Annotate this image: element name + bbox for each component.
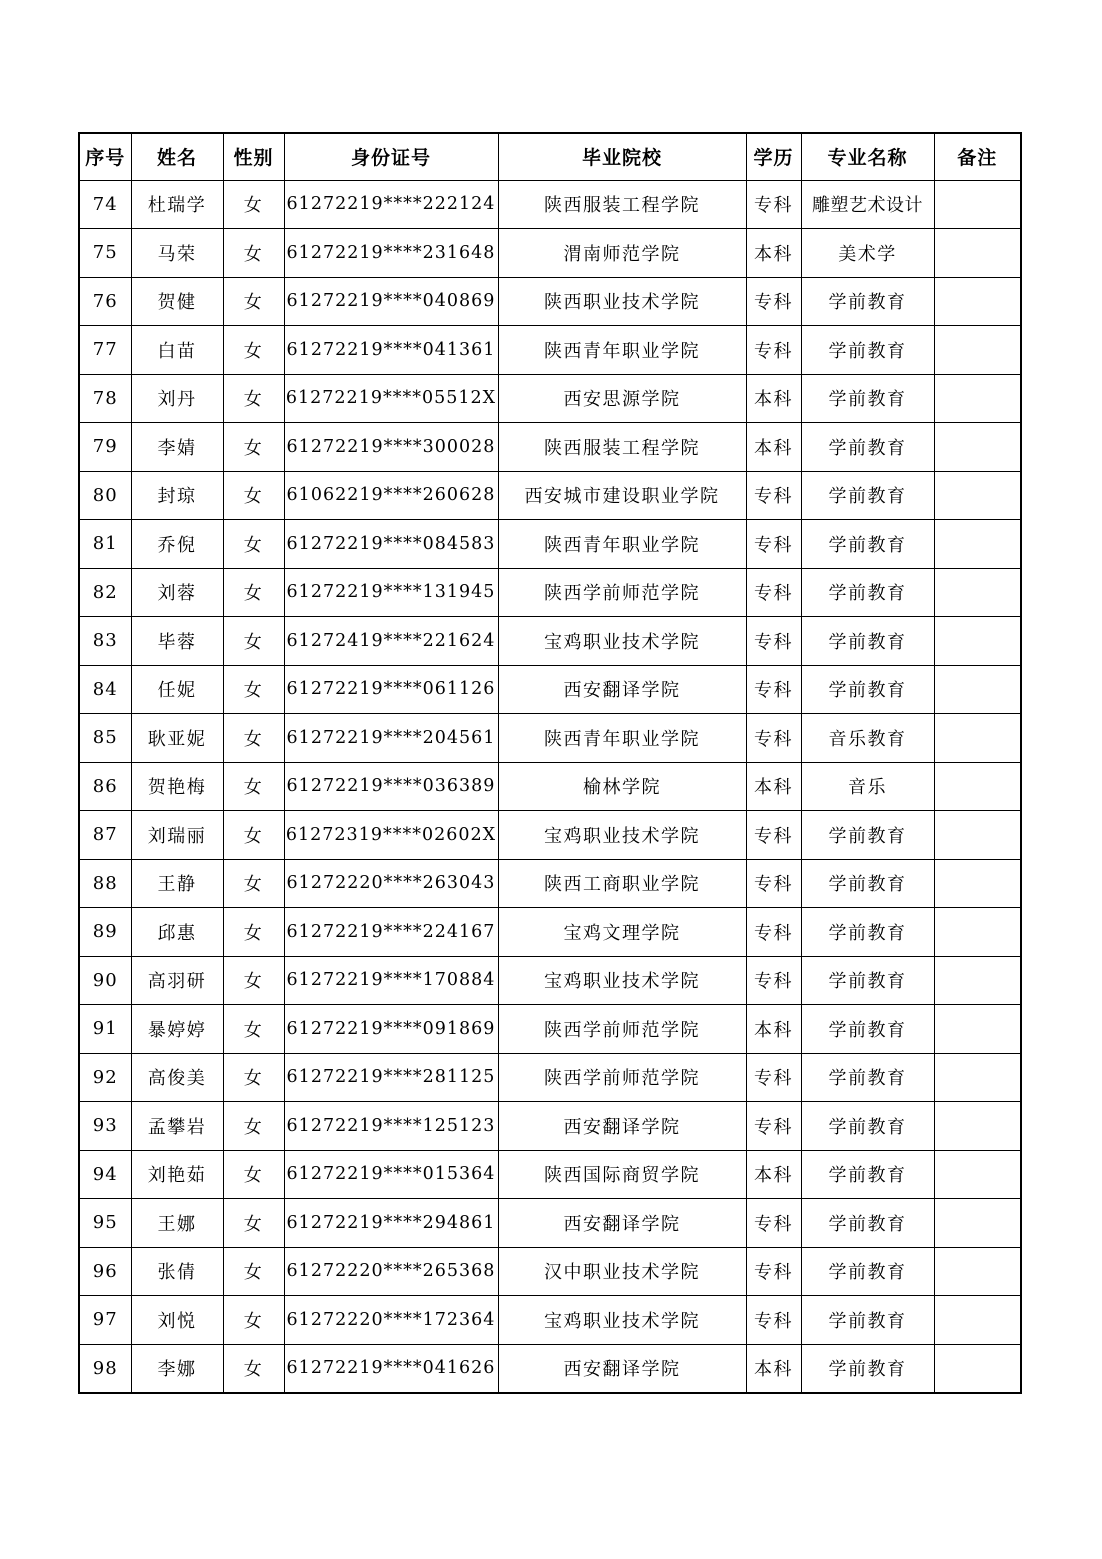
roster-table-container xyxy=(78,132,1022,1394)
header-name: 姓名 xyxy=(131,133,223,180)
cell-education: 专科 xyxy=(746,859,801,908)
cell-education: 专科 xyxy=(746,277,801,326)
cell-name: 高俊美 xyxy=(131,1053,223,1102)
cell-seq: 86 xyxy=(79,762,131,811)
cell-gender: 女 xyxy=(223,520,284,569)
cell-education: 专科 xyxy=(746,520,801,569)
table-row xyxy=(79,326,1021,375)
cell-major: 学前教育 xyxy=(801,1199,934,1248)
cell-major: 学前教育 xyxy=(801,520,934,569)
cell-gender: 女 xyxy=(223,714,284,763)
cell-remarks xyxy=(934,520,1021,569)
cell-id-number: 61272219****040869 xyxy=(284,277,498,326)
cell-id-number: 61272219****281125 xyxy=(284,1053,498,1102)
cell-major: 学前教育 xyxy=(801,423,934,472)
cell-education: 专科 xyxy=(746,617,801,666)
cell-school: 渭南师范学院 xyxy=(498,229,746,278)
cell-school: 西安思源学院 xyxy=(498,374,746,423)
table-row xyxy=(79,1102,1021,1151)
table-row xyxy=(79,762,1021,811)
cell-school: 西安翻译学院 xyxy=(498,665,746,714)
header-education: 学历 xyxy=(746,133,801,180)
cell-education: 专科 xyxy=(746,1296,801,1345)
cell-id-number: 61272219****131945 xyxy=(284,568,498,617)
cell-name: 白苗 xyxy=(131,326,223,375)
cell-major: 学前教育 xyxy=(801,908,934,957)
cell-seq: 88 xyxy=(79,859,131,908)
cell-education: 本科 xyxy=(746,1150,801,1199)
cell-remarks xyxy=(934,1005,1021,1054)
cell-gender: 女 xyxy=(223,859,284,908)
cell-major: 学前教育 xyxy=(801,374,934,423)
cell-remarks xyxy=(934,1296,1021,1345)
cell-name: 暴婷婷 xyxy=(131,1005,223,1054)
table-row xyxy=(79,229,1021,278)
cell-major: 学前教育 xyxy=(801,1053,934,1102)
table-row xyxy=(79,520,1021,569)
table-row xyxy=(79,374,1021,423)
cell-name: 毕蓉 xyxy=(131,617,223,666)
cell-name: 李娜 xyxy=(131,1344,223,1393)
cell-id-number: 61272219****170884 xyxy=(284,956,498,1005)
cell-id-number: 61272219****041361 xyxy=(284,326,498,375)
cell-remarks xyxy=(934,859,1021,908)
cell-gender: 女 xyxy=(223,568,284,617)
cell-remarks xyxy=(934,617,1021,666)
cell-seq: 83 xyxy=(79,617,131,666)
cell-name: 刘瑞丽 xyxy=(131,811,223,860)
cell-major: 雕塑艺术设计 xyxy=(801,180,934,229)
table-row xyxy=(79,665,1021,714)
cell-school: 陕西职业技术学院 xyxy=(498,277,746,326)
cell-remarks xyxy=(934,423,1021,472)
cell-school: 榆林学院 xyxy=(498,762,746,811)
cell-school: 陕西工商职业学院 xyxy=(498,859,746,908)
table-row xyxy=(79,859,1021,908)
cell-gender: 女 xyxy=(223,1344,284,1393)
cell-remarks xyxy=(934,229,1021,278)
cell-name: 乔倪 xyxy=(131,520,223,569)
table-row xyxy=(79,471,1021,520)
cell-major: 学前教育 xyxy=(801,1102,934,1151)
cell-major: 学前教育 xyxy=(801,568,934,617)
cell-school: 陕西服装工程学院 xyxy=(498,180,746,229)
table-row xyxy=(79,1344,1021,1393)
cell-school: 陕西服装工程学院 xyxy=(498,423,746,472)
cell-seq: 96 xyxy=(79,1247,131,1296)
cell-gender: 女 xyxy=(223,811,284,860)
cell-seq: 98 xyxy=(79,1344,131,1393)
cell-seq: 94 xyxy=(79,1150,131,1199)
cell-gender: 女 xyxy=(223,326,284,375)
cell-remarks xyxy=(934,1199,1021,1248)
cell-school: 宝鸡职业技术学院 xyxy=(498,956,746,1005)
cell-major: 学前教育 xyxy=(801,665,934,714)
cell-seq: 90 xyxy=(79,956,131,1005)
cell-school: 西安翻译学院 xyxy=(498,1102,746,1151)
cell-school: 陕西国际商贸学院 xyxy=(498,1150,746,1199)
cell-gender: 女 xyxy=(223,374,284,423)
cell-seq: 81 xyxy=(79,520,131,569)
cell-major: 学前教育 xyxy=(801,1150,934,1199)
cell-major: 学前教育 xyxy=(801,811,934,860)
cell-seq: 77 xyxy=(79,326,131,375)
cell-seq: 87 xyxy=(79,811,131,860)
cell-id-number: 61272219****300028 xyxy=(284,423,498,472)
cell-remarks xyxy=(934,180,1021,229)
table-row xyxy=(79,1053,1021,1102)
cell-seq: 92 xyxy=(79,1053,131,1102)
cell-seq: 82 xyxy=(79,568,131,617)
cell-school: 宝鸡职业技术学院 xyxy=(498,1296,746,1345)
cell-education: 专科 xyxy=(746,326,801,375)
table-row xyxy=(79,568,1021,617)
cell-seq: 97 xyxy=(79,1296,131,1345)
cell-seq: 95 xyxy=(79,1199,131,1248)
cell-education: 专科 xyxy=(746,568,801,617)
header-school: 毕业院校 xyxy=(498,133,746,180)
cell-major: 学前教育 xyxy=(801,617,934,666)
cell-name: 刘艳茹 xyxy=(131,1150,223,1199)
cell-gender: 女 xyxy=(223,229,284,278)
cell-name: 高羽研 xyxy=(131,956,223,1005)
header-gender: 性别 xyxy=(223,133,284,180)
cell-education: 专科 xyxy=(746,471,801,520)
cell-seq: 93 xyxy=(79,1102,131,1151)
cell-school: 陕西青年职业学院 xyxy=(498,520,746,569)
cell-id-number: 61272220****265368 xyxy=(284,1247,498,1296)
cell-remarks xyxy=(934,1053,1021,1102)
table-row xyxy=(79,1005,1021,1054)
cell-name: 刘悦 xyxy=(131,1296,223,1345)
cell-remarks xyxy=(934,568,1021,617)
cell-name: 刘蓉 xyxy=(131,568,223,617)
cell-name: 孟攀岩 xyxy=(131,1102,223,1151)
table-row xyxy=(79,908,1021,957)
cell-gender: 女 xyxy=(223,617,284,666)
cell-id-number: 61272319****02602X xyxy=(284,811,498,860)
cell-major: 美术学 xyxy=(801,229,934,278)
cell-gender: 女 xyxy=(223,908,284,957)
cell-gender: 女 xyxy=(223,423,284,472)
cell-id-number: 61272419****221624 xyxy=(284,617,498,666)
cell-education: 本科 xyxy=(746,374,801,423)
cell-education: 专科 xyxy=(746,1102,801,1151)
table-row xyxy=(79,1296,1021,1345)
cell-major: 学前教育 xyxy=(801,1005,934,1054)
cell-education: 专科 xyxy=(746,665,801,714)
table-row xyxy=(79,956,1021,1005)
table-row xyxy=(79,811,1021,860)
cell-school: 汉中职业技术学院 xyxy=(498,1247,746,1296)
cell-major: 学前教育 xyxy=(801,471,934,520)
cell-seq: 91 xyxy=(79,1005,131,1054)
cell-gender: 女 xyxy=(223,471,284,520)
cell-id-number: 61272220****172364 xyxy=(284,1296,498,1345)
cell-gender: 女 xyxy=(223,1053,284,1102)
cell-major: 学前教育 xyxy=(801,326,934,375)
cell-seq: 76 xyxy=(79,277,131,326)
cell-school: 陕西学前师范学院 xyxy=(498,1005,746,1054)
cell-education: 本科 xyxy=(746,1344,801,1393)
cell-name: 王娜 xyxy=(131,1199,223,1248)
cell-gender: 女 xyxy=(223,180,284,229)
cell-id-number: 61272219****231648 xyxy=(284,229,498,278)
cell-school: 西安城市建设职业学院 xyxy=(498,471,746,520)
cell-seq: 84 xyxy=(79,665,131,714)
cell-id-number: 61272219****091869 xyxy=(284,1005,498,1054)
cell-name: 马荣 xyxy=(131,229,223,278)
cell-name: 耿亚妮 xyxy=(131,714,223,763)
cell-name: 刘丹 xyxy=(131,374,223,423)
cell-education: 专科 xyxy=(746,1247,801,1296)
cell-school: 陕西青年职业学院 xyxy=(498,326,746,375)
cell-school: 宝鸡文理学院 xyxy=(498,908,746,957)
cell-id-number: 61272219****084583 xyxy=(284,520,498,569)
cell-remarks xyxy=(934,1150,1021,1199)
cell-major: 学前教育 xyxy=(801,859,934,908)
cell-name: 贺艳梅 xyxy=(131,762,223,811)
header-id-number: 身份证号 xyxy=(284,133,498,180)
cell-id-number: 61272219****224167 xyxy=(284,908,498,957)
cell-id-number: 61272219****204561 xyxy=(284,714,498,763)
cell-education: 专科 xyxy=(746,956,801,1005)
cell-name: 李婧 xyxy=(131,423,223,472)
cell-id-number: 61062219****260628 xyxy=(284,471,498,520)
cell-id-number: 61272219****036389 xyxy=(284,762,498,811)
cell-gender: 女 xyxy=(223,956,284,1005)
cell-seq: 85 xyxy=(79,714,131,763)
cell-school: 陕西学前师范学院 xyxy=(498,1053,746,1102)
cell-id-number: 61272219****041626 xyxy=(284,1344,498,1393)
cell-education: 专科 xyxy=(746,714,801,763)
cell-gender: 女 xyxy=(223,1296,284,1345)
table-row xyxy=(79,423,1021,472)
cell-gender: 女 xyxy=(223,277,284,326)
cell-name: 杜瑞学 xyxy=(131,180,223,229)
table-row xyxy=(79,1150,1021,1199)
cell-education: 本科 xyxy=(746,423,801,472)
cell-remarks xyxy=(934,956,1021,1005)
cell-remarks xyxy=(934,1102,1021,1151)
cell-remarks xyxy=(934,277,1021,326)
cell-name: 邱惠 xyxy=(131,908,223,957)
cell-name: 封琼 xyxy=(131,471,223,520)
cell-remarks xyxy=(934,1344,1021,1393)
cell-name: 贺健 xyxy=(131,277,223,326)
cell-major: 学前教育 xyxy=(801,1296,934,1345)
cell-education: 专科 xyxy=(746,908,801,957)
cell-major: 学前教育 xyxy=(801,277,934,326)
graduate-roster-table xyxy=(78,132,1022,1394)
header-major: 专业名称 xyxy=(801,133,934,180)
cell-school: 陕西青年职业学院 xyxy=(498,714,746,763)
cell-gender: 女 xyxy=(223,1005,284,1054)
table-row xyxy=(79,1199,1021,1248)
table-row xyxy=(79,617,1021,666)
cell-gender: 女 xyxy=(223,1199,284,1248)
cell-remarks xyxy=(934,714,1021,763)
cell-gender: 女 xyxy=(223,1102,284,1151)
cell-major: 音乐 xyxy=(801,762,934,811)
cell-school: 陕西学前师范学院 xyxy=(498,568,746,617)
cell-remarks xyxy=(934,665,1021,714)
cell-seq: 80 xyxy=(79,471,131,520)
cell-id-number: 61272219****061126 xyxy=(284,665,498,714)
table-row xyxy=(79,277,1021,326)
cell-seq: 74 xyxy=(79,180,131,229)
cell-name: 任妮 xyxy=(131,665,223,714)
cell-remarks xyxy=(934,374,1021,423)
cell-education: 本科 xyxy=(746,1005,801,1054)
table-row xyxy=(79,714,1021,763)
cell-remarks xyxy=(934,326,1021,375)
table-row xyxy=(79,1247,1021,1296)
cell-id-number: 61272219****015364 xyxy=(284,1150,498,1199)
cell-school: 宝鸡职业技术学院 xyxy=(498,811,746,860)
header-seq: 序号 xyxy=(79,133,131,180)
cell-major: 音乐教育 xyxy=(801,714,934,763)
cell-education: 专科 xyxy=(746,180,801,229)
cell-id-number: 61272219****294861 xyxy=(284,1199,498,1248)
cell-id-number: 61272220****263043 xyxy=(284,859,498,908)
cell-id-number: 61272219****125123 xyxy=(284,1102,498,1151)
table-body xyxy=(79,180,1021,1393)
cell-major: 学前教育 xyxy=(801,956,934,1005)
cell-gender: 女 xyxy=(223,1150,284,1199)
cell-gender: 女 xyxy=(223,762,284,811)
table-row xyxy=(79,180,1021,229)
cell-id-number: 61272219****222124 xyxy=(284,180,498,229)
cell-education: 本科 xyxy=(746,762,801,811)
cell-major: 学前教育 xyxy=(801,1344,934,1393)
cell-school: 西安翻译学院 xyxy=(498,1344,746,1393)
cell-seq: 89 xyxy=(79,908,131,957)
cell-remarks xyxy=(934,811,1021,860)
header-row xyxy=(79,133,1021,180)
cell-name: 王静 xyxy=(131,859,223,908)
cell-name: 张倩 xyxy=(131,1247,223,1296)
cell-seq: 75 xyxy=(79,229,131,278)
table-header xyxy=(79,133,1021,180)
cell-remarks xyxy=(934,1247,1021,1296)
cell-school: 宝鸡职业技术学院 xyxy=(498,617,746,666)
cell-remarks xyxy=(934,762,1021,811)
cell-education: 专科 xyxy=(746,811,801,860)
cell-id-number: 61272219****05512X xyxy=(284,374,498,423)
cell-seq: 79 xyxy=(79,423,131,472)
cell-school: 西安翻译学院 xyxy=(498,1199,746,1248)
cell-gender: 女 xyxy=(223,665,284,714)
cell-education: 本科 xyxy=(746,229,801,278)
cell-seq: 78 xyxy=(79,374,131,423)
cell-remarks xyxy=(934,908,1021,957)
cell-remarks xyxy=(934,471,1021,520)
cell-education: 专科 xyxy=(746,1199,801,1248)
header-remarks: 备注 xyxy=(934,133,1021,180)
cell-gender: 女 xyxy=(223,1247,284,1296)
cell-major: 学前教育 xyxy=(801,1247,934,1296)
cell-education: 专科 xyxy=(746,1053,801,1102)
